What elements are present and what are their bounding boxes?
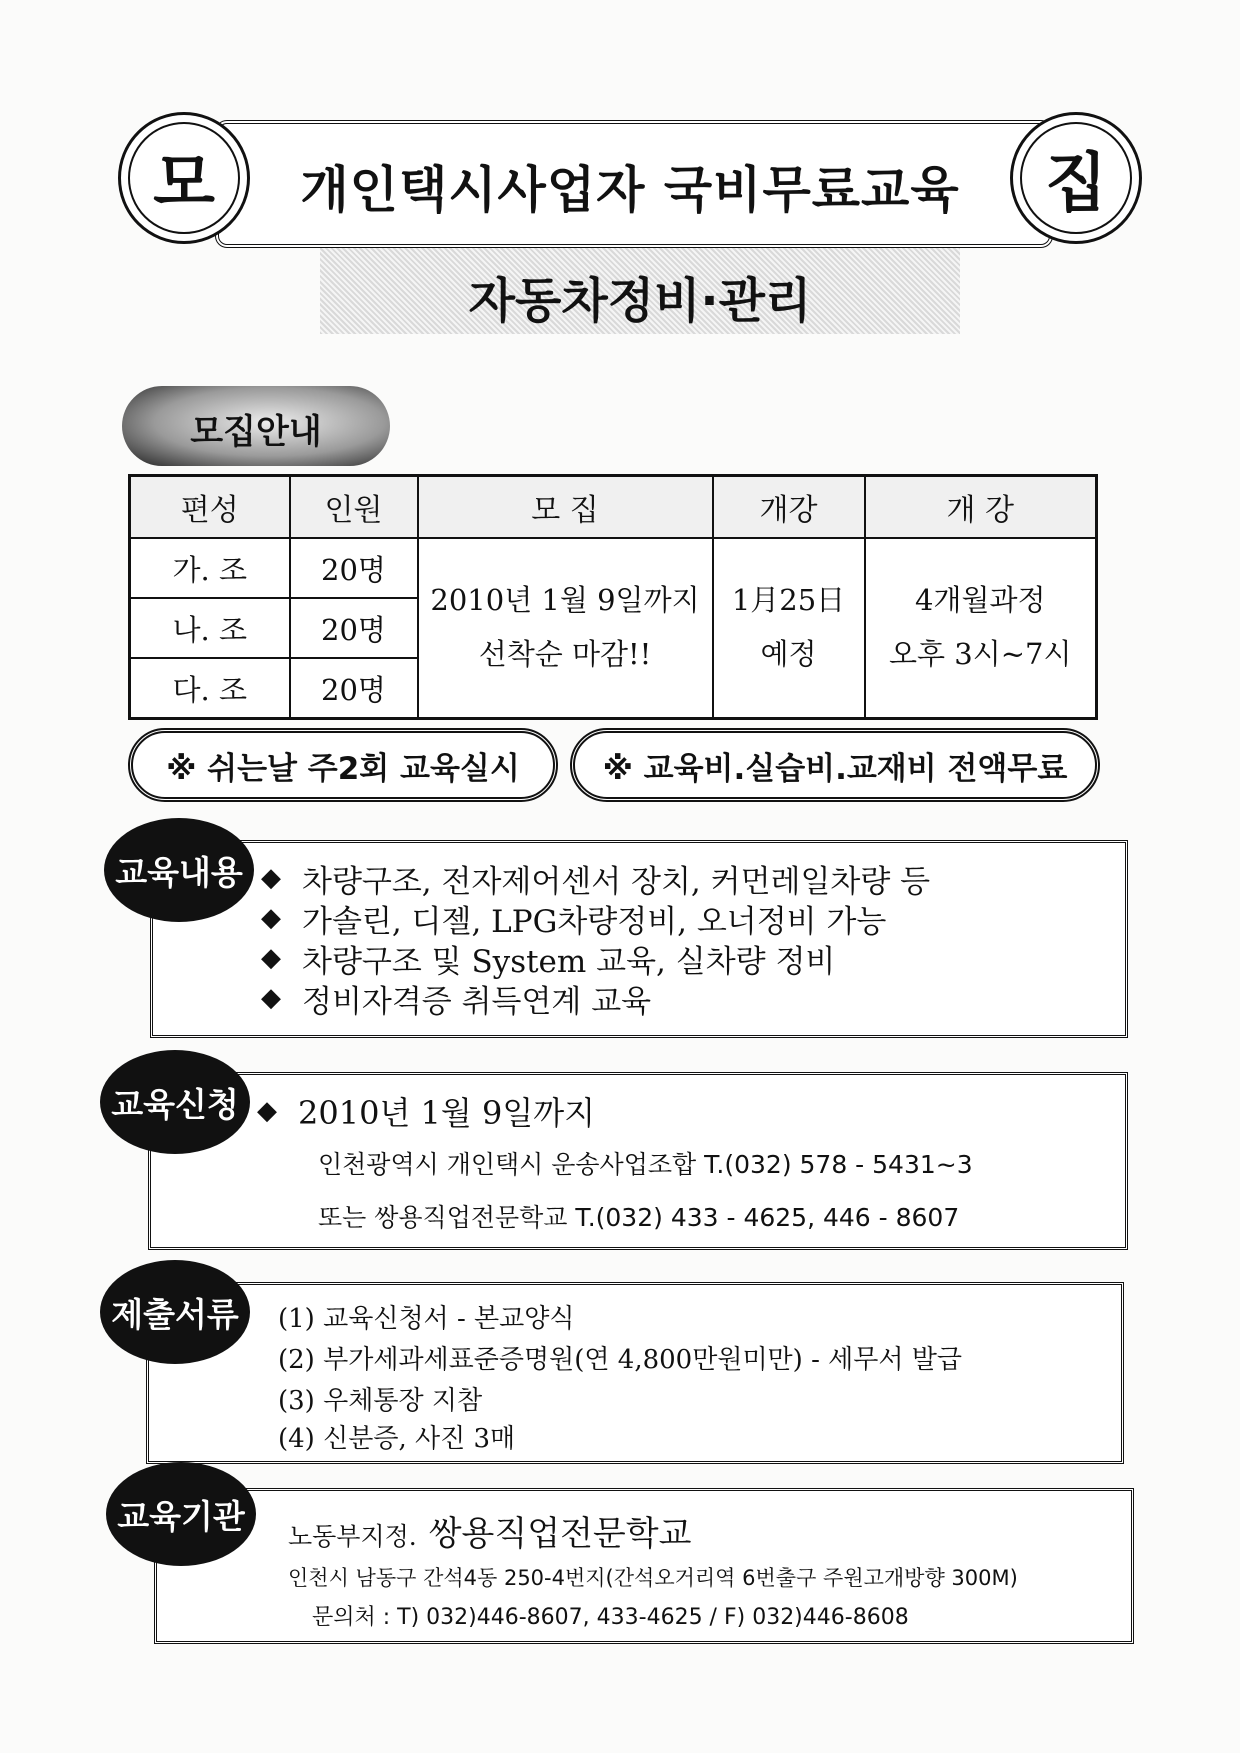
column-header: 모 집 (418, 476, 713, 539)
group-name: 가. 조 (130, 538, 290, 598)
open-note: 예정 (760, 637, 817, 671)
content-list (256, 858, 930, 1018)
institution-name-row (288, 1506, 691, 1555)
note-free-cost: ※ 교육비.실습비.교재비 전액무료 (570, 728, 1100, 802)
course-length: 4개월과정 (914, 583, 1046, 618)
table-header-row (130, 476, 1097, 539)
title-right-char: 집 (1045, 147, 1107, 221)
group-name: 나. 조 (130, 598, 290, 658)
content-item-text: 정비자격증 취득연계 교육 (302, 983, 652, 1020)
institution-address: 인천시 남동구 간석4동 250-4번지(간석오거리역 6번출구 주원고개방향 300M) (288, 1566, 1018, 1590)
open-date: 1月25日 (731, 583, 846, 618)
institution-contact: 문의처 : T) 032)446-8607, 433-4625 / F) 032)446-8608 (312, 1605, 909, 1630)
list-item (256, 978, 930, 1018)
institution-label: 교육기관 (106, 1462, 256, 1566)
content-item-text: 가솔린, 디젤, LPG차량정비, 오너정비 가능 (302, 903, 887, 940)
institution-name: 쌍용직업전문학교 (428, 1514, 692, 1554)
title-right-circle (1010, 112, 1142, 244)
list-item (256, 938, 930, 978)
diamond-bullet-icon: ◆ (261, 983, 281, 1013)
group-count: 20명 (290, 538, 418, 598)
deadline-note: 선착순 마감!! (478, 637, 652, 671)
title-left-char: 모 (153, 147, 215, 221)
recruit-label: 모집안내 (190, 412, 322, 452)
note-holidays: ※ 쉬는날 주2회 교육실시 (128, 728, 558, 802)
application-contact-school: 또는 쌍용직업전문학교 T.(032) 433 - 4625, 446 - 8607 (318, 1203, 960, 1232)
schedule-table (128, 474, 1098, 720)
list-item (256, 898, 930, 938)
content-item-text: 차량구조, 전자제어센서 장치, 커먼레일차량 등 (302, 863, 931, 900)
open-date-cell (713, 538, 865, 719)
document-item: (3) 우체통장 지참 (278, 1386, 483, 1416)
diamond-bullet-icon: ◆ (261, 903, 281, 933)
table-row (130, 538, 1097, 598)
document-item: (1) 교육신청서 - 본교양식 (278, 1304, 575, 1334)
deadline-date: 2010년 1월 9일까지 (430, 583, 700, 618)
column-header: 개강 (713, 476, 865, 539)
group-name: 다. 조 (130, 658, 290, 719)
course-cell (865, 538, 1097, 719)
application-deadline-row (252, 1088, 595, 1134)
page-subtitle: 자동차정비·관리 (468, 273, 812, 329)
document-item: (4) 신분증, 사진 3매 (278, 1424, 516, 1454)
title-left-circle (118, 112, 250, 244)
application-label: 교육신청 (100, 1050, 250, 1154)
course-time: 오후 3시~7시 (889, 637, 1072, 671)
column-header: 개 강 (865, 476, 1097, 539)
column-header: 편성 (130, 476, 290, 539)
group-count: 20명 (290, 598, 418, 658)
column-header: 인원 (290, 476, 418, 539)
diamond-bullet-icon: ◆ (257, 1096, 277, 1126)
documents-label: 제출서류 (100, 1260, 250, 1364)
institution-prefix: 노동부지정. (288, 1522, 417, 1551)
content-item-text: 차량구조 및 System 교육, 실차량 정비 (302, 943, 836, 980)
recruit-deadline-cell (418, 538, 713, 719)
diamond-bullet-icon: ◆ (261, 943, 281, 973)
content-label: 교육내용 (104, 818, 254, 922)
group-count: 20명 (290, 658, 418, 719)
application-deadline: 2010년 1월 9일까지 (298, 1094, 596, 1132)
diamond-bullet-icon: ◆ (261, 863, 281, 893)
document-item: (2) 부가세과세표준증명원(연 4,800만원미만) - 세무서 발급 (278, 1345, 962, 1375)
application-contact-union: 인천광역시 개인택시 운송사업조합 T.(032) 578 - 5431~3 (318, 1150, 973, 1179)
page-title: 개인택시사업자 국비무료교육 (300, 161, 960, 219)
list-item (256, 858, 930, 898)
